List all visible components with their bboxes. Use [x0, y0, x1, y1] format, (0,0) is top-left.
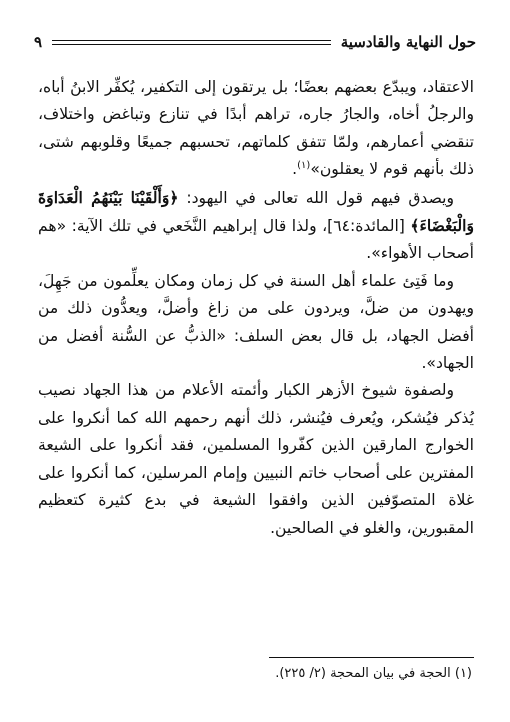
quran-verse: ﴿وَأَلْقَيْنَا بَيْنَهُمُ الْعَدَاوَةَ وَالْبَغْضَاءَ﴾: [38, 187, 474, 236]
paragraph-2: [38, 184, 474, 268]
paragraph-1: الاعتقاد، ويبدّع بعضهم بعضًا؛ بل يرتقون إلى التكفير، يُكفِّر الابنُ أباه، والرجلُ أخاه، والجارُ جاره، تراهم أبدًا في تنازع وتباغض واختلاف، تنقضي أعمارهم، ولمّا تتفق كلماتهم، تحسبهم جميعًا وقلوبهم شتى، ذلك بأنهم قوم لا يعقلون»$^{(١)}$.: [38, 78, 474, 179]
paragraph-3: وما فَتِئ علماء أهل السنة في كل زمان ومكان يعلِّمون من جَهِلَ، ويهدون من ضلَّ، ويردون على من زاغ وأضلَّ، ويعدُّون ذلك من أفضل الجهاد، بل قال بعض السلف: «الذبُّ عن السُّنة أفضل من الجهاد».: [38, 271, 474, 373]
paragraph-2-intro: ويصدق فيهم قول الله تعالى في اليهود:: [186, 188, 454, 207]
footnote: (١) الحجة في بيان المحجة (٢/ ٢٢٥).: [275, 666, 472, 681]
paragraph-2-rest: [المائدة:٦٤]، ولذا قال إبراهيم النَّخَعي في تلك الآية: «هم أصحاب الأهواء».: [38, 217, 474, 263]
running-title: حول النهاية والقادسية: [340, 33, 476, 51]
header-rule: [52, 40, 331, 45]
paragraph-4: ولصفوة شيوخ الأزهر الكبار وأئمته الأعلام من هذا الجهاد نصيب يُذكر فيُشكر، ويُعرف فيُنشر، ذلك أنهم رحمهم الله كما أنكروا على الخوارج المارقين الذين كفّروا المسلمين، فقد أنكروا على الشيعة المفترين على أصحاب خاتم النبيين وإمام المرسلين، كما أنكروا على غلاة المتصوّفين الذين وافقوا الشيعة في بدع كثيرة كتعظيم المقبورين، والغلو في الصالحين.: [38, 381, 474, 537]
paragraph-1-text: الاعتقاد، ويبدّع بعضهم بعضًا؛ بل يرتقون إلى التكفير، يُكفِّر الابنُ أباه، والرجلُ أخاه، والجارُ جاره، تراهم أبدًا في تنازع وتباغض واختلاف، تنقضي أعمارهم، ولمّا تتفق كلماتهم، تحسبهم جميعًا وقلوبهم شتى، ذلك بأنهم قوم لا يعقلون»: [38, 78, 474, 179]
footnote-ref-1: (١): [297, 160, 311, 172]
body-text: [38, 74, 474, 542]
page-number: ٩: [34, 33, 43, 51]
footnote-divider: [269, 657, 474, 658]
page-header: [34, 26, 476, 58]
